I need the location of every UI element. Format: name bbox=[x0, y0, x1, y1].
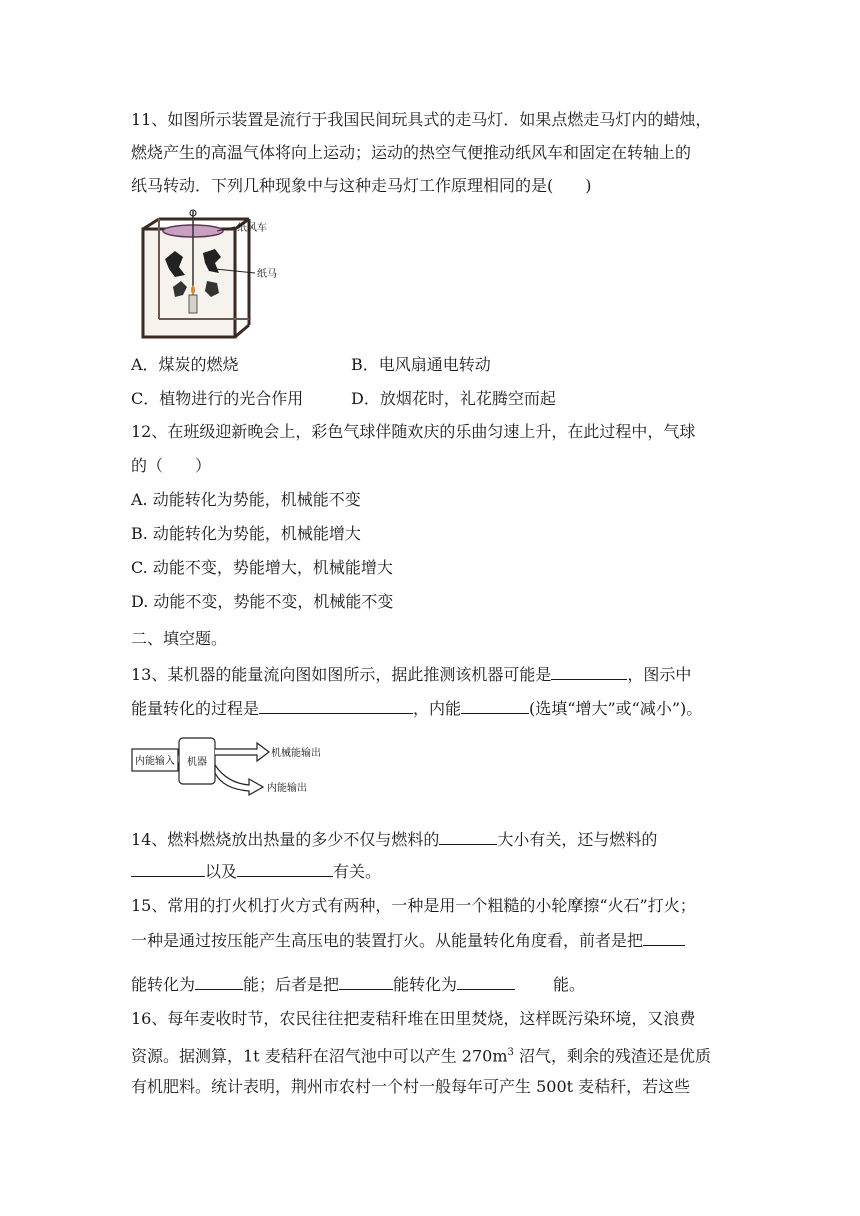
q12-option-b: B. 动能转化为势能，机械能增大 bbox=[131, 524, 361, 543]
energy-flow-svg bbox=[131, 735, 341, 799]
q14-blank-2[interactable] bbox=[131, 861, 205, 877]
q14-text-1a: 14、燃料燃烧放出热量的多少不仅与燃料的 bbox=[131, 830, 440, 849]
q13-text-2b: ，内能 bbox=[413, 699, 462, 718]
q14-text-2b: 有关。 bbox=[333, 862, 382, 881]
q13-line-1 bbox=[131, 664, 691, 685]
q13-text-2c: (选填“增大”或“减小”)。 bbox=[529, 699, 703, 718]
q15-text-3d: 能。 bbox=[553, 975, 586, 994]
q13-text-2a: 能量转化的过程是 bbox=[131, 699, 260, 718]
q13-line-2 bbox=[131, 698, 702, 719]
q11-line-3: 纸马转动．下列几种现象中与这种走马灯工作原理相同的是( ) bbox=[131, 176, 592, 195]
q15-text-3b: 能；后者是把 bbox=[243, 975, 340, 994]
q16-line-2 bbox=[131, 1043, 711, 1066]
q16-sup: 3 bbox=[507, 1047, 514, 1058]
q13-blank-3[interactable] bbox=[461, 698, 529, 714]
q16-text-2a: 资源。据测算，1t 麦秸秆在沼气池中可以产生 270m bbox=[131, 1046, 508, 1066]
machine-label: 机器 bbox=[187, 757, 207, 768]
q12-option-c: C. 动能不变，势能增大，机械能增大 bbox=[131, 558, 393, 577]
q15-text-3c: 能转化为 bbox=[393, 975, 458, 994]
q15-line-1: 15、常用的打火机打火方式有两种，一种是用一个粗糙的小轮摩擦“火石”打火； bbox=[131, 896, 696, 915]
q15-line-2 bbox=[131, 930, 685, 951]
q13-text-1b: ，图示中 bbox=[627, 665, 692, 684]
q14-text-1b: 大小有关，还与燃料的 bbox=[497, 830, 658, 849]
lantern-figure bbox=[131, 207, 291, 342]
q14-line-2 bbox=[131, 861, 381, 882]
q13-blank-1[interactable] bbox=[551, 664, 627, 680]
q13-text-1a: 13、某机器的能量流向图如图所示，据此推测该机器可能是 bbox=[131, 665, 552, 684]
energy-flow-diagram bbox=[131, 735, 341, 799]
q16-line-1: 16、每年麦收时节，农民往往把麦秸秆堆在田里焚烧，这样既污染环境，又浪费 bbox=[131, 1009, 696, 1028]
q15-text-3a: 能转化为 bbox=[131, 975, 196, 994]
q11-line-2: 燃烧产生的高温气体将向上运动；运动的热空气便推动纸风车和固定在转轴上的 bbox=[131, 143, 692, 162]
mech-output-label: 机械能输出 bbox=[271, 748, 321, 759]
q15-blank-3[interactable] bbox=[339, 974, 393, 990]
q15-blank-1[interactable] bbox=[643, 930, 685, 946]
q15-line-3 bbox=[131, 974, 585, 995]
q11-line-1: 11、如图所示装置是流行于我国民间玩具式的走马灯．如果点燃走马灯内的蜡烛， bbox=[131, 110, 712, 129]
q11-option-c: C．植物进行的光合作用 bbox=[131, 389, 304, 408]
q13-blank-2[interactable] bbox=[259, 698, 413, 714]
q11-option-b: B．电风扇通电转动 bbox=[351, 355, 491, 374]
q12-option-d: D. 动能不变，势能不变，机械能不变 bbox=[131, 592, 394, 611]
q14-text-2a: 以及 bbox=[205, 862, 238, 881]
q14-blank-3[interactable] bbox=[237, 861, 333, 877]
section-title: 二、填空题。 bbox=[131, 629, 228, 648]
q12-option-a: A. 动能转化为势能，机械能不变 bbox=[131, 490, 361, 509]
q14-line-1 bbox=[131, 829, 657, 850]
input-label: 内能输入 bbox=[135, 756, 175, 767]
q15-blank-4[interactable] bbox=[457, 974, 515, 990]
q16-line-3: 有机肥料。统计表明，荆州市农村一个村一般每年可产生 500t 麦秸秆，若这些 bbox=[131, 1077, 691, 1096]
paper-horse-label: 纸马 bbox=[257, 269, 277, 280]
q11-option-d: D．放烟花时，礼花腾空而起 bbox=[351, 389, 556, 408]
q12-line-2: 的（ ） bbox=[131, 456, 212, 475]
q11-option-a: A．煤炭的燃烧 bbox=[131, 355, 239, 374]
q12-line-1: 12、在班级迎新晚会上，彩色气球伴随欢庆的乐曲匀速上升，在此过程中，气球 bbox=[131, 422, 696, 441]
q16-text-2b: 沼气，剩余的残渣还是优质 bbox=[513, 1046, 711, 1066]
lantern-illustration bbox=[131, 207, 291, 342]
heat-output-label: 内能输出 bbox=[267, 783, 307, 794]
q14-blank-1[interactable] bbox=[439, 829, 497, 845]
q15-blank-2[interactable] bbox=[195, 974, 243, 990]
q15-text-2a: 一种是通过按压能产生高压电的装置打火。从能量转化角度看，前者是把 bbox=[131, 931, 644, 950]
paper-wheel-label: 纸风车 bbox=[237, 223, 267, 234]
